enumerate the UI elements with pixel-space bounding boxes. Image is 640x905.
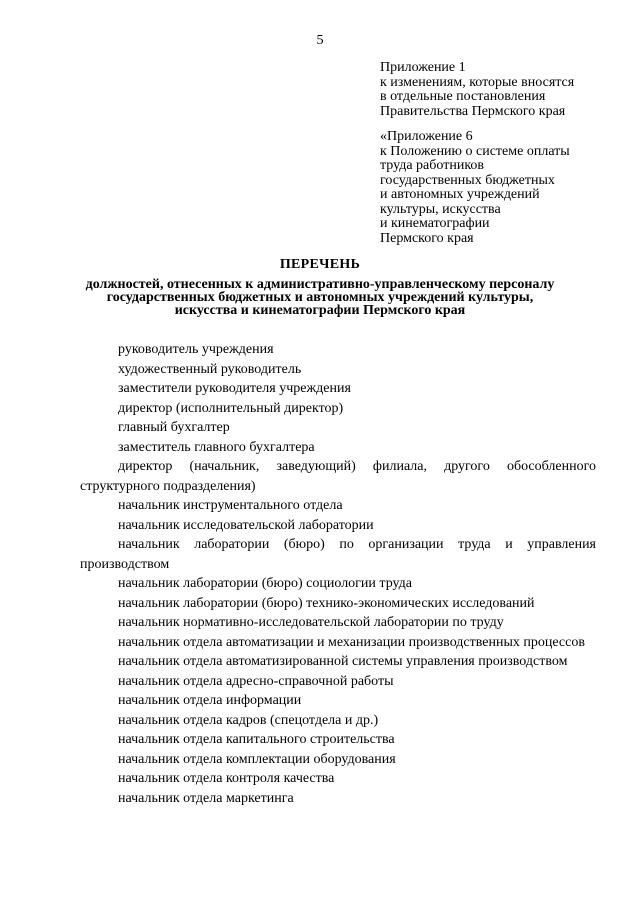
list-item: начальник отдела контроля качества bbox=[118, 771, 335, 786]
document-subtitle bbox=[70, 278, 570, 317]
list-item: начальник отдела маркетинга bbox=[118, 790, 294, 806]
list-item: начальник отдела капитального строительства bbox=[118, 732, 395, 747]
subtitle-line: государственных бюджетных и автономных учреждений культуры, bbox=[106, 290, 534, 305]
list-item: директор (исполнительный директор) bbox=[118, 400, 344, 416]
annex-1-line: в отдельные постановления bbox=[380, 89, 546, 104]
list-item: заместитель главного бухгалтера bbox=[118, 439, 315, 455]
annex-6-line: труда работников bbox=[380, 158, 485, 173]
annex-1-line: к изменениям, которые вносятся bbox=[380, 74, 575, 90]
list-item: начальник инструментального отдела bbox=[118, 498, 343, 513]
list-item: главный бухгалтер bbox=[118, 420, 230, 435]
annex-6-line: «Приложение 6 bbox=[380, 129, 473, 144]
annex-6-heading bbox=[380, 130, 630, 246]
list-item: начальник лаборатории (бюро) технико-экономических исследований bbox=[118, 595, 535, 611]
list-item: начальник отдела кадров (спецотдела и др.) bbox=[118, 712, 379, 728]
list-item: начальник отдела информации bbox=[118, 693, 302, 708]
list-item: начальник нормативно-исследовательской лаборатории по труду bbox=[118, 615, 504, 630]
annex-6-line: государственных бюджетных bbox=[380, 172, 555, 188]
list-item: начальник отдела автоматизации и механизации производственных процессов bbox=[118, 634, 585, 650]
list-item: начальник отдела автоматизированной системы управления производством bbox=[118, 654, 568, 669]
list-item: директор (начальник, заведующий) филиала, другого обособленного структурного подразделения) bbox=[80, 459, 596, 494]
annex-6-line: к Положению о системе оплаты bbox=[380, 143, 570, 159]
annex-6-line: и кинематографии bbox=[380, 216, 490, 231]
list-item: заместители руководителя учреждения bbox=[118, 381, 351, 396]
list-item: начальник отдела комплектации оборудования bbox=[118, 751, 396, 767]
positions-list bbox=[80, 340, 596, 808]
annex-1-line: Приложение 1 bbox=[380, 60, 466, 75]
annex-1-heading bbox=[380, 61, 630, 119]
list-item: начальник лаборатории (бюро) социологии труда bbox=[118, 576, 412, 591]
subtitle-line: искусства и кинематографии Пермского края bbox=[174, 303, 466, 318]
list-item: руководитель учреждения bbox=[118, 342, 274, 357]
annex-6-line: культуры, искусства bbox=[380, 201, 501, 217]
annex-1-line: Правительства Пермского края bbox=[380, 103, 566, 119]
page-number: 5 bbox=[316, 33, 324, 48]
document-title: ПЕРЕЧЕНЬ bbox=[279, 257, 361, 272]
list-item: начальник отдела адресно-справочной работы bbox=[118, 673, 394, 689]
annex-6-line: Пермского края bbox=[380, 230, 474, 246]
list-item: начальник исследовательской лаборатории bbox=[118, 517, 374, 533]
subtitle-line: должностей, отнесенных к административно-управленческому персоналу bbox=[85, 277, 555, 292]
list-item: художественный руководитель bbox=[118, 361, 302, 377]
list-item: начальник лаборатории (бюро) по организации труда и управления производством bbox=[80, 537, 596, 572]
annex-6-line: и автономных учреждений bbox=[380, 187, 540, 202]
